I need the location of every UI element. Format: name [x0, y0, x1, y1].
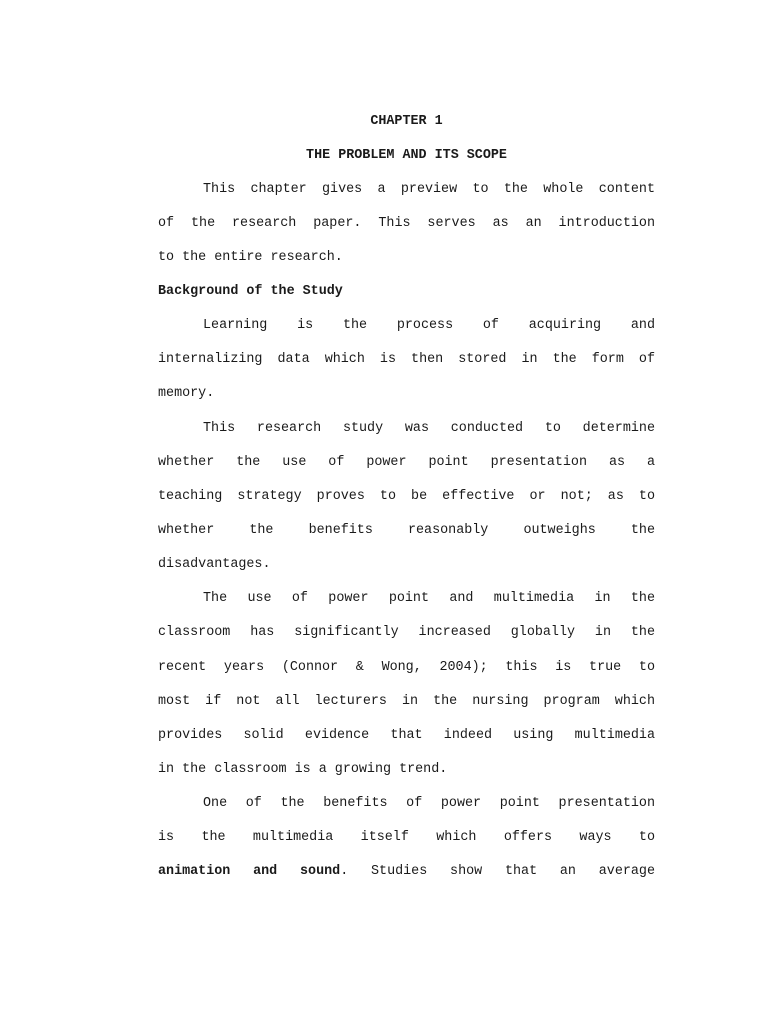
section-heading: Background of the Study — [158, 284, 343, 299]
text-line: whether the use of power point presentation as a — [158, 455, 655, 470]
text-line: of the research paper. This serves as an introduction — [158, 216, 655, 231]
text-line: in the classroom is a growing trend. — [158, 762, 448, 777]
text-line: The use of power point and multimedia in the — [203, 591, 655, 606]
text-span: . Studies show that an average — [340, 864, 655, 879]
text-line: whether the benefits reasonably outweighs the — [158, 523, 655, 538]
text-line: This chapter gives a preview to the whole content — [203, 182, 655, 197]
text-line: internalizing data which is then stored in the form of — [158, 352, 655, 367]
bold-phrase: animation and sound — [158, 864, 341, 879]
text-line: provides solid evidence that indeed using multimedia — [158, 728, 655, 743]
text-line: is the multimedia itself which offers ways to — [158, 830, 655, 845]
text-line — [158, 862, 655, 882]
text-line: memory. — [158, 386, 215, 401]
text-line: classroom has significantly increased globally in the — [158, 625, 655, 640]
chapter-title: THE PROBLEM AND ITS SCOPE — [306, 148, 507, 163]
chapter-number: CHAPTER 1 — [370, 114, 443, 129]
text-line: most if not all lecturers in the nursing program which — [158, 694, 655, 709]
text-line: to the entire research. — [158, 250, 343, 265]
text-line: disadvantages. — [158, 557, 271, 572]
text-line: One of the benefits of power point presentation — [203, 796, 655, 811]
text-line: recent years (Connor & Wong, 2004); this is true to — [158, 660, 655, 675]
text-line: This research study was conducted to determine — [203, 421, 655, 436]
text-line: Learning is the process of acquiring and — [203, 318, 655, 333]
text-line: teaching strategy proves to be effective or not; as to — [158, 489, 655, 504]
